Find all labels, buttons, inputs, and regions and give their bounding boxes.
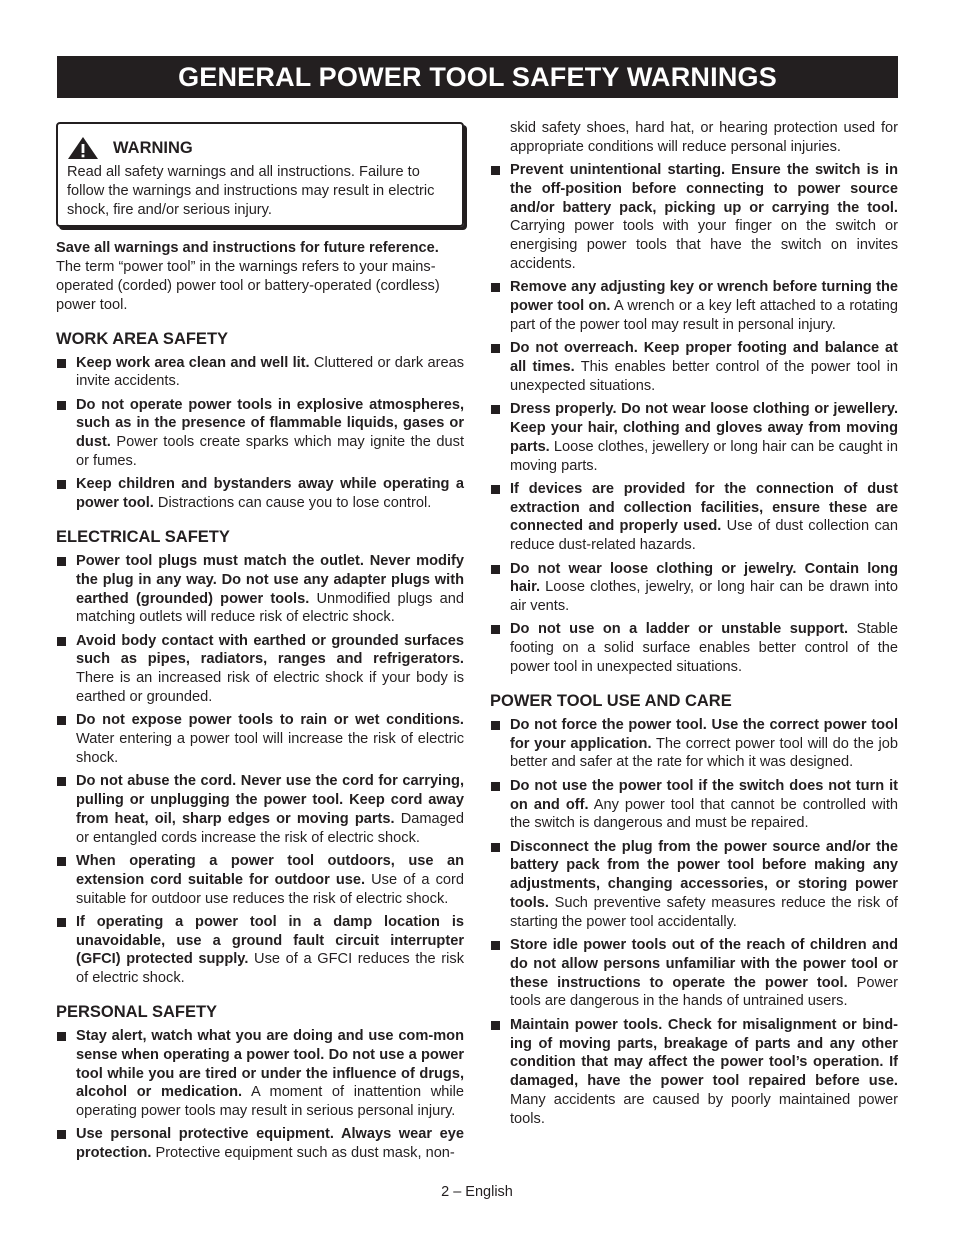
list-item: If operating a power tool in a damp location is unavoidable, use a ground fault circuit interrupter (GFCI) protected supply. Use of a GFCI reduces the risk of electric shock.: [56, 913, 464, 988]
use-care-list: [490, 716, 898, 1129]
intro-bold: Save all warnings and instructions for future reference.: [56, 240, 439, 257]
bullet-icon: [57, 1032, 66, 1041]
use-care-heading: POWER TOOL USE AND CARE: [490, 691, 732, 710]
list-item: Do not expose power tools to rain or wet conditions. Water entering a power tool will increase the risk of electric shock.: [56, 711, 464, 767]
right-column: [490, 119, 898, 1133]
warning-box: [56, 122, 464, 227]
bullet-icon: [491, 565, 500, 574]
list-item: Power tool plugs must match the outlet. Never modify the plug in any way. Do not use any adapter plugs with earthed (grounded) power tools. Unmodified plugs and matching outlets will reduce risk of electric shock.: [56, 552, 464, 627]
bullet-icon: [491, 485, 500, 494]
bullet-icon: [491, 405, 500, 414]
electrical-list: [56, 552, 464, 988]
list-item: Remove any adjusting key or wrench before turning the power tool on. A wrench or a key left attached to a rotating part of the power tool may result in personal injury.: [490, 278, 898, 334]
list-item: Dress properly. Do not wear loose clothing or jewellery. Keep your hair, clothing and gloves away from moving parts. Loose clothes, jewellery or long hair can be caught in moving parts.: [490, 400, 898, 475]
list-item: When operating a power tool outdoors, use an extension cord suitable for outdoor use. Use of a cord suitable for outdoor use reduces the risk of electric shock.: [56, 852, 464, 908]
list-item: Use personal protective equipment. Always wear eye protection. Protective equipment such as dust mask, non-: [56, 1125, 464, 1163]
list-item: Do not overreach. Keep proper footing and balance at all times. This enables better control of the power tool in unexpected situations.: [490, 339, 898, 395]
intro-text: The term “power tool” in the warnings refers to your mains-operated (corded) power tool or battery-operated (cordless) power tool.: [56, 259, 440, 313]
list-item: Keep work area clean and well lit. Cluttered or dark areas invite accidents.: [56, 354, 464, 392]
list-item: Do not force the power tool. Use the correct power tool for your application. The correct power tool will do the job better and safer at the rate for which it was designed.: [490, 716, 898, 772]
bullet-icon: [491, 843, 500, 852]
intro: [56, 239, 464, 314]
list-item: Do not abuse the cord. Never use the cord for carrying, pulling or unplugging the power tool. Keep cord away from heat, oil, sharp edges or moving parts. Damaged or entangled cords increase the risk of electric shock.: [56, 772, 464, 847]
list-item: Do not wear loose clothing or jewelry. Contain long hair. Loose clothes, jewelry, or long hair can be drawn into air vents.: [490, 560, 898, 616]
bullet-icon: [491, 1021, 500, 1030]
bullet-icon: [491, 344, 500, 353]
list-item: Keep children and bystanders away while operating a power tool. Distractions can cause you to lose control.: [56, 475, 464, 513]
personal-heading: PERSONAL SAFETY: [56, 1002, 218, 1021]
personal-list-continued: [490, 161, 898, 677]
list-item: Maintain power tools. Check for misalignment or bind-ing of moving parts, breakage of parts and any other condition that may affect the power tool’s operation. If damaged, have the power tool repaired before use. Many accidents are caused by poorly maintained power tools.: [490, 1016, 898, 1129]
bullet-icon: [57, 557, 66, 566]
list-item: Do not operate power tools in explosive atmospheres, such as in the presence of flammable liquids, gases or dust. Power tools create sparks which may ignite the dust or fumes.: [56, 396, 464, 471]
warning-label: WARNING: [113, 138, 193, 157]
warning-triangle-icon: [67, 136, 99, 160]
bullet-icon: [57, 1130, 66, 1139]
bullet-icon: [57, 777, 66, 786]
bullet-icon: [57, 359, 66, 368]
warning-header: [67, 136, 452, 160]
list-item: Avoid body contact with earthed or grounded surfaces such as pipes, radiators, ranges and refrigerators. There is an increased risk of electric shock if your body is earthed or grounded.: [56, 632, 464, 707]
bullet-icon: [491, 625, 500, 634]
list-item: Disconnect the plug from the power source and/or the battery pack from the power tool before making any adjustments, changing accessories, or storing power tools. Such preventive safety measures reduce the risk of starting the power tool accidentally.: [490, 838, 898, 932]
left-column: [56, 122, 464, 1168]
electrical-heading: ELECTRICAL SAFETY: [56, 527, 230, 546]
bullet-icon: [57, 918, 66, 927]
list-item: Do not use on a ladder or unstable support. Stable footing on a solid surface enables better control of the power tool in unexpected situations.: [490, 620, 898, 676]
bullet-icon: [491, 941, 500, 950]
bullet-icon: [491, 721, 500, 730]
bullet-icon: [57, 857, 66, 866]
list-item: Store idle power tools out of the reach of children and do not allow persons unfamiliar with the power tool or these instructions to operate the power tool. Power tools are dangerous in the hands of untrained users.: [490, 936, 898, 1011]
bullet-icon: [491, 166, 500, 175]
list-item: Do not use the power tool if the switch does not turn it on and off. Any power tool that cannot be controlled with the switch is dangerous and must be repaired.: [490, 777, 898, 833]
work-area-heading: WORK AREA SAFETY: [56, 329, 229, 348]
bullet-icon: [491, 782, 500, 791]
list-item: If devices are provided for the connection of dust extraction and collection facilities, ensure these are connected and properly used. Use of dust collection can reduce dust-related hazards.: [490, 480, 898, 555]
continued-text: skid safety shoes, hard hat, or hearing protection used for appropriate conditions will reduce personal injuries.: [510, 120, 898, 155]
bullet-icon: [57, 637, 66, 646]
warning-text: Read all safety warnings and all instructions. Failure to follow the warnings and instructions may result in electric shock, fire and/or serious injury.: [67, 164, 435, 218]
work-area-list: [56, 354, 464, 513]
bullet-icon: [491, 283, 500, 292]
page-footer: 2 – English: [441, 1184, 513, 1200]
page-title: GENERAL POWER TOOL SAFETY WARNINGS: [57, 56, 898, 98]
bullet-icon: [57, 401, 66, 410]
personal-list: [56, 1027, 464, 1163]
list-item: Stay alert, watch what you are doing and use com-mon sense when operating a power tool. Do not use a power tool while you are tired or under the influence of drugs, alcohol or medication. A moment of inattention while operating power tools may result in serious personal injury.: [56, 1027, 464, 1121]
bullet-icon: [57, 480, 66, 489]
bullet-icon: [57, 716, 66, 725]
list-item: Prevent unintentional starting. Ensure the switch is in the off-position before connecting to power source and/or battery pack, picking up or carrying the tool. Carrying power tools with your finger on the switch or energising power tools that have the switch on invites accidents.: [490, 161, 898, 274]
